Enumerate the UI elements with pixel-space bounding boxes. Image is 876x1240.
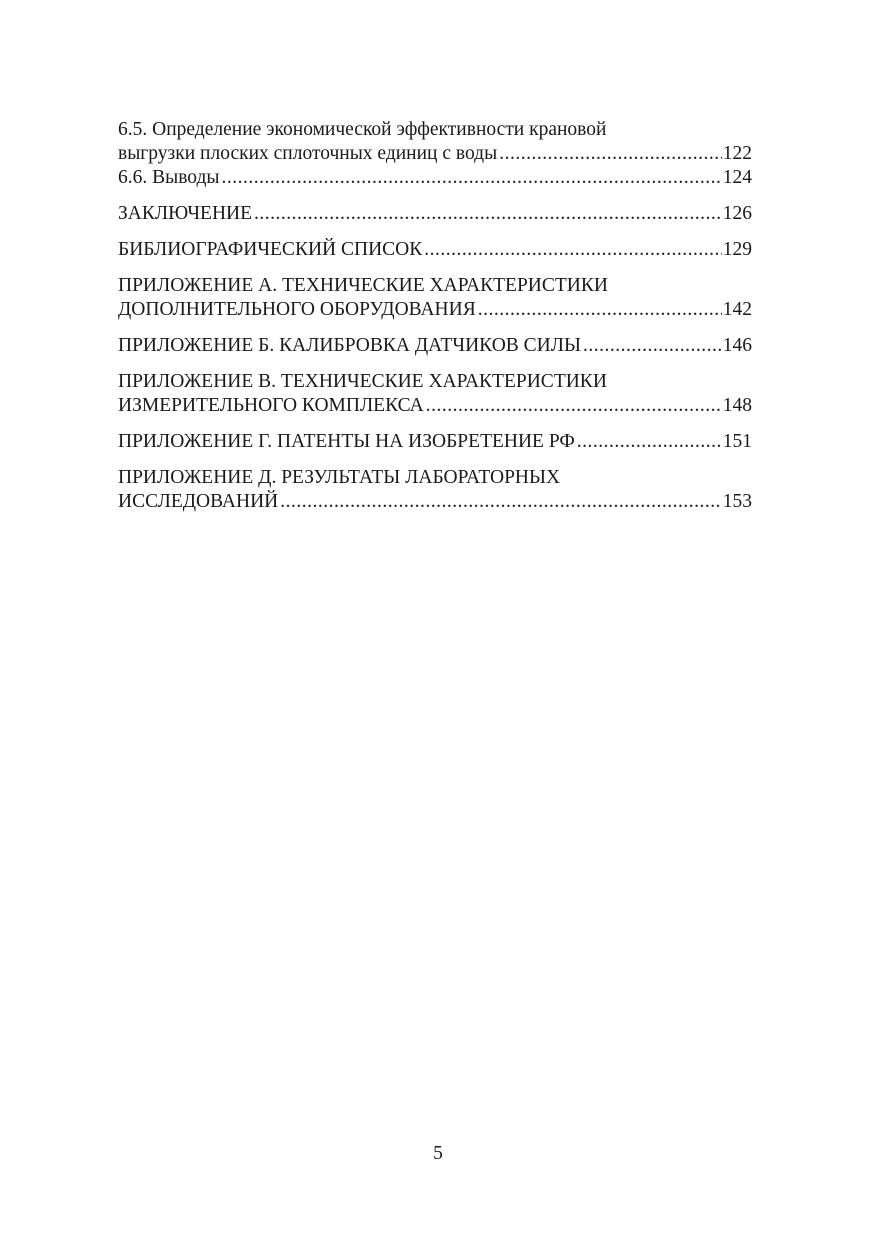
dot-leader <box>583 334 722 358</box>
toc-entry-title-line: ПРИЛОЖЕНИЕ А. ТЕХНИЧЕСКИЕ ХАРАКТЕРИСТИКИ <box>118 275 608 296</box>
toc-entry-title-line: 6.5. Определение экономической эффективности крановой <box>118 119 607 140</box>
toc-entry-appendix-g <box>118 430 752 454</box>
toc-entry-bibliography <box>118 238 752 262</box>
toc-entry-leader-line <box>118 430 752 454</box>
dot-leader <box>280 490 722 514</box>
toc-entry-leader-line <box>118 238 752 262</box>
toc-entry-title-line: ИССЛЕДОВАНИЙ <box>118 491 279 512</box>
toc-entry-title-line: БИБЛИОГРАФИЧЕСКИЙ СПИСОК <box>118 239 423 260</box>
toc-entry-appendix-v <box>118 370 752 418</box>
toc-entry-title-line: ДОПОЛНИТЕЛЬНОГО ОБОРУДОВАНИЯ <box>118 299 476 320</box>
toc-entry-leader-line <box>118 202 752 226</box>
toc-entry-leader-line <box>118 490 752 514</box>
page-number: 5 <box>433 1143 443 1164</box>
toc-entry-page: 153 <box>722 491 752 512</box>
dot-leader <box>222 166 722 190</box>
toc-entry-page: 129 <box>722 239 752 260</box>
toc-entry-leader-line <box>118 142 752 166</box>
toc-entry-conclusion <box>118 202 752 226</box>
toc-entry-page: 122 <box>722 143 752 164</box>
dot-leader <box>424 238 722 262</box>
toc-entry-page: 124 <box>722 167 752 188</box>
toc-entry-title-line: ПРИЛОЖЕНИЕ Б. КАЛИБРОВКА ДАТЧИКОВ СИЛЫ <box>118 335 581 356</box>
toc-entry-page: 142 <box>722 299 752 320</box>
toc-entry-title-line: ПРИЛОЖЕНИЕ Д. РЕЗУЛЬТАТЫ ЛАБОРАТОРНЫХ <box>118 467 561 488</box>
toc-entry-leader-line <box>118 298 752 322</box>
toc-entry-page: 151 <box>722 431 752 452</box>
toc-entry-page: 148 <box>722 395 752 416</box>
toc-entry-appendix-a <box>118 274 752 322</box>
toc-entry-leader-line <box>118 334 752 358</box>
toc-entry-page: 126 <box>722 203 752 224</box>
toc-entry-page: 146 <box>722 335 752 356</box>
dot-leader <box>426 394 722 418</box>
toc-entry-title-line: выгрузки плоских сплоточных единиц с воды <box>118 143 498 164</box>
dot-leader <box>499 142 722 166</box>
toc-entry-title-line: ИЗМЕРИТЕЛЬНОГО КОМПЛЕКСА <box>118 395 424 416</box>
toc-entry-6-6 <box>118 166 752 190</box>
toc-entry-leader-line <box>118 166 752 190</box>
toc-entry-appendix-d <box>118 466 752 514</box>
toc-entry-title-line: ЗАКЛЮЧЕНИЕ <box>118 203 253 224</box>
toc-entry-appendix-b <box>118 334 752 358</box>
dot-leader <box>254 202 722 226</box>
toc-entry-title-line: ПРИЛОЖЕНИЕ В. ТЕХНИЧЕСКИЕ ХАРАКТЕРИСТИКИ <box>118 371 607 392</box>
dot-leader <box>478 298 722 322</box>
table-of-contents <box>118 118 752 514</box>
toc-entry-leader-line <box>118 394 752 418</box>
toc-entry-title-line: 6.6. Выводы <box>118 167 220 188</box>
toc-entry-title-line: ПРИЛОЖЕНИЕ Г. ПАТЕНТЫ НА ИЗОБРЕТЕНИЕ РФ <box>118 431 575 452</box>
toc-entry-6-5 <box>118 118 752 166</box>
dot-leader <box>577 430 722 454</box>
